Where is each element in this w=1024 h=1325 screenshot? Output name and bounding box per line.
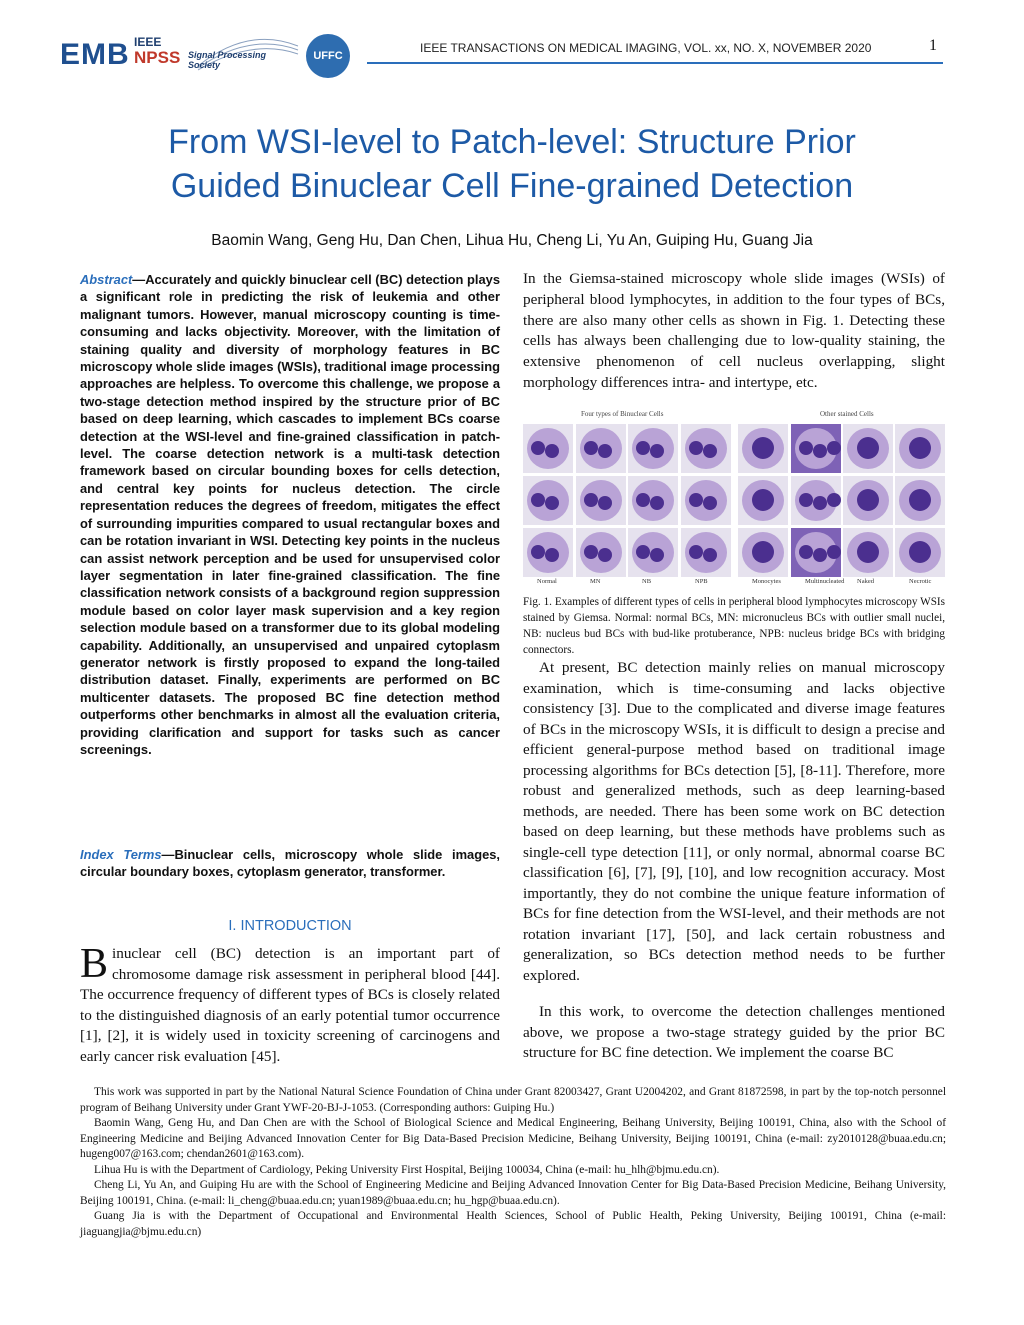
page-number: 1 [929,37,937,54]
nucleus-shape [813,496,827,510]
cell-image [628,528,678,577]
nucleus-shape [636,441,650,455]
nucleus-shape [827,545,841,559]
cell-image [895,476,945,525]
cell-image [523,528,573,577]
nucleus-shape [752,489,774,511]
journal-header: IEEE TRANSACTIONS ON MEDICAL IMAGING, VOL. xx, NO. X, NOVEMBER 2020 [420,41,872,55]
nucleus-shape [703,548,717,562]
nucleus-shape [857,437,879,459]
figure-caption: Fig. 1. Examples of different types of cells in peripheral blood lymphocytes microscopy WSIs stained by Giemsa. Normal: normal BCs, MN: micronucleus BCs with outlier small nuclei, NB: nucleus bud BCs with bud-like protuberance, NPB: nucleus bridge BCs with bridging connectors. [523,596,945,656]
nucleus-shape [689,545,703,559]
nucleus-shape [752,437,774,459]
cell-image [681,424,731,473]
uffc-logo: UFFC [306,34,350,78]
cell-type-label: Normal [537,578,557,585]
title-line-2: Guided Binuclear Cell Fine-grained Detection [170,167,854,205]
nucleus-shape [650,496,664,510]
nucleus-shape [909,489,931,511]
ieee-npss-logo [134,36,180,67]
nucleus-shape [799,545,813,559]
publisher-logos [60,34,360,78]
nucleus-shape [799,493,813,507]
nucleus-shape [909,437,931,459]
nucleus-shape [584,493,598,507]
nucleus-shape [857,541,879,563]
nucleus-shape [636,545,650,559]
sps-logo-text: Signal Processing Society [188,50,267,70]
cell-image [738,528,788,577]
body-paragraph-3: In this work, to overcome the detection challenges mentioned above, we propose a two-stage strategy guided by the prior BC structure for BC fine detection. We implement the coarse BC [523,1003,945,1061]
cell-type-label: NPB [695,578,708,585]
index-terms-label: Index Terms [80,847,162,862]
cell-image [843,424,893,473]
nucleus-shape [752,541,774,563]
figure-group-label-binuclear: Four types of Binuclear Cells [581,410,664,418]
cell-image [523,424,573,473]
cell-image [576,476,626,525]
cell-type-label: Monocytes [752,578,781,585]
footnotes [80,1085,946,1240]
nucleus-shape [598,548,612,562]
footnote-funding: This work was supported in part by the National Natural Science Foundation of China under Grant 82003427, Grant U2004202, and Grant 81872598, in part by the top-notch personnel program of Beihang University under Grant YWF-20-BJ-J-1053. (Corresponding authors: Guiping Hu.) [80,1086,946,1114]
nucleus-shape [598,496,612,510]
npss-logo-text: NPSS [134,48,181,67]
cell-image [576,424,626,473]
nucleus-shape [703,496,717,510]
nucleus-shape [813,444,827,458]
nucleus-shape [857,489,879,511]
footnote-affiliation-2: Lihua Hu is with the Department of Cardiology, Peking University First Hospital, Beijing 100034, China (e-mail: hu_hlh@bjmu.edu.cn). [94,1163,720,1176]
cell-image [895,424,945,473]
nucleus-shape [531,493,545,507]
cell-type-label: Multinucleated [805,578,845,585]
cell-image [738,424,788,473]
ieee-logo-text: IEEE [134,35,162,49]
nucleus-shape [827,493,841,507]
abstract [80,271,500,758]
abstract-text: —Accurately and quickly binuclear cell (BC) detection plays a significant role in predicting the risk of leukemia and other malignant tumors. However, manual microscopy counting is time-consuming and lacks objectivity. Moreover, with the limitation of staining quality and diversity of morphology features in BC microscopy whole slide images (WSIs), traditional image processing approaches are helpless. To overcome this challenge, we propose a two-stage detection method inspired by the structure prior of BC based on deep learning, which cascades to implement BCs coarse detection at the WSI-level and fine-grained classification in patch-level. The coarse detection network is a multi-task detection framework based on circular bounding boxes for cells detection, and central key points for nucleus detection. The circle representation reduces the degrees of freedom, mitigates the effect of surrounding impurities compared to usual rectangular boxes and can be rotation invariant in WSI. Detecting key points in the nucleus can assist network perception and be used for unsupervised color layer segmentation in later fine-grained classification. The fine classification network consists of a background region suppression module based on color layer mask supervision and a key region selection module based on a transformer due to its global modeling capability. Additionally, an unsupervised and unpaired cytoplasm generator network is firstly proposed to expand the long-tailed distribution dataset. Finally, experiments are performed on BC multicenter datasets. The proposed BC fine detection method outperforms other benchmarks in almost all the evaluation criteria, providing clarification and support for tasks such as cancer screenings. [80,272,500,757]
cell-type-label: MN [590,578,601,585]
header-rule [367,62,943,64]
cell-image-grid [523,424,945,580]
nucleus-shape [813,548,827,562]
title-line-1: From WSI-level to Patch-level: Structure Prior [168,123,856,161]
nucleus-shape [531,545,545,559]
intro-text: inuclear cell (BC) detection is an important part of chromosome damage risk assessment in peripheral blood [44]. The occurrence frequency of different types of BCs is closely related to the distinguished diagnosis of an early potential tumor occurrence [1], [2], it is widely used in toxicity screening of carcinogens and early cancer risk evaluation [45]. [80,945,500,1065]
cell-image [576,528,626,577]
footnote-affiliation-1: Baomin Wang, Geng Hu, and Dan Chen are with the School of Biological Science and Medical Engineering, Beihang University, Beijing 100191, China, also with the School of Engineering Medicine and Beijing Advanced Innovation Center for Big Data-Based Precision Medicine, Beihang University, Beijing 100191, China (e-mail: zy2010128@buaa.edu.cn; hugeng007@163.com; chendan2601@163.com). [80,1117,946,1160]
cell-image [681,476,731,525]
cell-image [681,528,731,577]
nucleus-shape [545,548,559,562]
nucleus-shape [799,441,813,455]
nucleus-shape [531,441,545,455]
nucleus-shape [545,496,559,510]
nucleus-shape [636,493,650,507]
section-heading-introduction: I. INTRODUCTION [228,918,352,934]
nucleus-shape [650,548,664,562]
footnote-affiliation-3: Cheng Li, Yu An, and Guiping Hu are with the School of Engineering Medicine and Beijing Advanced Innovation Center for Big Data-Based Precision Medicine, Beihang University, Beijing 100191, China. (e-mail: li_cheng@buaa.edu.cn; yuan1989@buaa.edu.cn; hu_hgp@buaa.edu.cn). [80,1179,946,1207]
cell-image [843,528,893,577]
nucleus-shape [584,441,598,455]
paper-title [60,120,964,208]
index-terms [80,846,500,881]
intro-paragraph [80,941,500,1068]
footnote-affiliation-4: Guang Jia is with the Department of Occupational and Environmental Health Sciences, School of Public Health, Peking University, Beijing 100191, China (e-mail: jiaguangjia@bjmu.edu.cn) [80,1210,946,1238]
body-paragraph-1: In the Giemsa-stained microscopy whole slide images (WSIs) of peripheral blood lymphocytes, in addition to the four types of BCs, there are also many other cells as shown in Fig. 1. Detecting these cells has always been challenging due to low-quality staining, the extensive phenomenon of cell nucleus overlapping, slight morphology differences intra- and intertype, etc. [523,270,945,391]
nucleus-shape [703,444,717,458]
drop-cap: B [80,941,109,987]
index-terms-text: —Binuclear cells, microscopy whole slide images, circular boundary boxes, cytoplasm generator, transformer. [80,847,500,880]
nucleus-shape [689,493,703,507]
nucleus-shape [827,441,841,455]
signal-processing-society-logo [188,36,300,72]
cell-type-label: Necrotic [909,578,932,585]
cell-image [628,476,678,525]
cell-image [738,476,788,525]
nucleus-shape [545,444,559,458]
cell-image [843,476,893,525]
nucleus-shape [650,444,664,458]
cell-image [628,424,678,473]
nucleus-shape [584,545,598,559]
cell-image [523,476,573,525]
nucleus-shape [598,444,612,458]
figure-1 [523,410,945,590]
figure-group-label-other: Other stained Cells [820,410,874,418]
cell-image [791,528,841,577]
emb-logo: EMB [60,38,130,71]
cell-type-label: NB [642,578,652,585]
cell-type-label: Naked [857,578,874,585]
nucleus-shape [689,441,703,455]
nucleus-shape [909,541,931,563]
cell-image [791,476,841,525]
cell-image [895,528,945,577]
abstract-label: Abstract [80,272,133,287]
cell-image [791,424,841,473]
author-list: Baomin Wang, Geng Hu, Dan Chen, Lihua Hu, Cheng Li, Yu An, Guiping Hu, Guang Jia [211,232,813,249]
body-paragraph-2: At present, BC detection mainly relies on manual microscopy examination, which is time-consuming and lacks objective consistency [3]. Due to the complicated and diverse image features of BCs in the microscopy WSIs, it is difficult to design a precise and efficient general-purpose method based on traditional image processing algorithms for BCs detection [5], [8-11]. Therefore, more robust and generalized methods, such as deep learning-based methods, are needed. There has been some work on BC detection based on deep learning, but these methods have problems such as single-cell type detection [11], or only normal, abnormal coarse BC classification [6], [7], [9], [10], and low recognition accuracy. Most importantly, they do not combine the unique feature information of BCs for fine detection from the WSI-level, and their methods are not rotation invariant [17], [50], and lack certain robustness and generalization, so BCs detection method needs to be further explored. [523,659,945,984]
